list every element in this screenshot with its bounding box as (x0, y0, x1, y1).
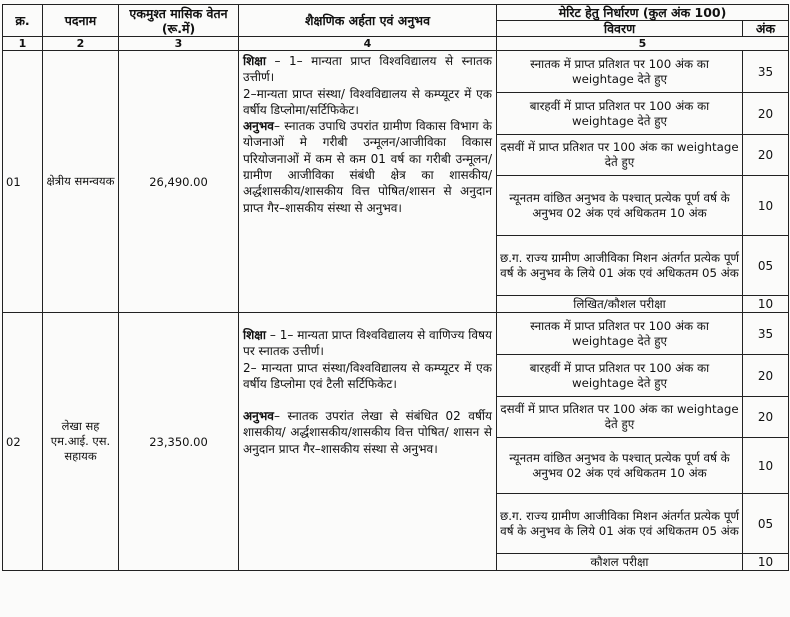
education-text: – 1– मान्यता प्राप्त विश्वविद्यालय से स्नातक उत्तीर्ण। (243, 54, 492, 85)
criterion-marks: 05 (743, 494, 789, 554)
column-number: 5 (497, 37, 789, 51)
column-number: 1 (3, 37, 43, 51)
header-salary: एकमुश्त मासिक वेतन (रू.में) (119, 5, 239, 37)
criterion-text: न्यूनतम वांछित अनुभव के पश्चात् प्रत्येक पूर्ण वर्ष के अनुभव 02 अंक एवं अधिकतम 10 अंक (497, 176, 743, 236)
experience-label: अनुभव (243, 119, 274, 134)
header-sno: क्र. (3, 5, 43, 37)
row-salary: 23,350.00 (119, 313, 239, 571)
header-qualification: शैक्षणिक अर्हता एवं अनुभव (239, 5, 497, 37)
education-text-2: 2–मान्यता प्राप्त संस्था/ विश्वविद्यालय से कम्प्यूटर में एक वर्षीय डिप्लोमा/सर्टिफिकेट। (243, 86, 492, 117)
criterion-text: दसवीं में प्राप्त प्रतिशत पर 100 अंक का weightage देते हुए (497, 397, 743, 438)
row-post-name: क्षेत्रीय समन्वयक (43, 51, 119, 313)
education-text: – 1– मान्यता प्राप्त विश्वविद्यालय से वाणिज्य विषय पर स्नातक उत्तीर्ण। (243, 328, 492, 359)
criterion-text: बारहवीं में प्राप्त प्रतिशत पर 100 अंक का weightage देते हुए (497, 355, 743, 397)
experience-text: – स्नातक उपाधि उपरांत ग्रामीण विकास विभाग के योजनाओं मे गरीबी उन्मूलन/आजीविका विकास परियोजनाओं में कम से कम 01 वर्ष का गरीबी उन्मूलन/ग्रामीण आजीविका संबंधी क्षेत्र का शासकीय/ अर्द्धशासकीय/शासकीय वित्त पोषित/शासन से अनुदान प्राप्त गैर–शासकीय संस्था से अनुभव। (243, 119, 492, 215)
criterion-marks: 10 (743, 296, 789, 313)
row-qualification (239, 313, 497, 571)
criterion-text: कौशल परीक्षा (497, 554, 743, 571)
criterion-marks: 05 (743, 236, 789, 296)
row-qualification (239, 51, 497, 313)
criterion-text: बारहवीं में प्राप्त प्रतिशत पर 100 अंक का weightage देते हुए (497, 93, 743, 135)
column-number-row (3, 37, 789, 51)
criterion-text: छ.ग. राज्य ग्रामीण आजीविका मिशन अंतर्गत प्रत्येक पूर्ण वर्ष के अनुभव के लिये 01 अंक एवं अधिकतम 05 अंक (497, 236, 743, 296)
criterion-text: दसवीं में प्राप्त प्रतिशत पर 100 अंक का weightage देते हुए (497, 135, 743, 176)
column-number: 3 (119, 37, 239, 51)
row-post-name: लेखा सह एम.आई. एस. सहायक (43, 313, 119, 571)
row-serial: 01 (3, 51, 43, 313)
criterion-marks: 10 (743, 554, 789, 571)
criterion-text: छ.ग. राज्य ग्रामीण आजीविका मिशन अंतर्गत प्रत्येक पूर्ण वर्ष के अनुभव के लिये 01 अंक एवं अधिकतम 05 अंक (497, 494, 743, 554)
table-row (3, 51, 789, 93)
column-number: 2 (43, 37, 119, 51)
row-salary: 26,490.00 (119, 51, 239, 313)
header-post: पदनाम (43, 5, 119, 37)
experience-label: अनुभव (243, 409, 274, 424)
recruitment-table (2, 4, 789, 571)
criterion-marks: 20 (743, 397, 789, 438)
header-merit: मेरिट हेतु निर्धारण (कुल अंक 100) (497, 5, 789, 21)
education-label: शिक्षा (243, 328, 266, 342)
experience-text: – स्नातक उपरांत लेखा से संबंधित 02 वर्षीय शासकीय/ अर्द्धशासकीय/शासकीय वित्त पोषित/ शासन से अनुदान प्राप्त गैर–शासकीय संस्था से अनुभव। (243, 409, 492, 456)
criterion-marks: 10 (743, 438, 789, 494)
criterion-marks: 20 (743, 93, 789, 135)
row-serial: 02 (3, 313, 43, 571)
education-label: शिक्षा (243, 54, 266, 68)
criterion-text: न्यूनतम वांछित अनुभव के पश्चात् प्रत्येक पूर्ण वर्ष के अनुभव 02 अंक एवं अधिकतम 10 अंक (497, 438, 743, 494)
criterion-marks: 35 (743, 51, 789, 93)
header-details: विवरण (497, 21, 743, 37)
education-text-2: 2– मान्यता प्राप्त संस्था/विश्वविद्यालय से कम्प्यूटर में एक वर्षीय डिप्लोमा एवं टैली सर्टिफिकेट। (243, 360, 492, 391)
criterion-marks: 20 (743, 355, 789, 397)
table-row (3, 313, 789, 355)
criterion-text: स्नातक में प्राप्त प्रतिशत पर 100 अंक का weightage देते हुए (497, 313, 743, 355)
column-number: 4 (239, 37, 497, 51)
criterion-marks: 10 (743, 176, 789, 236)
criterion-text: स्नातक में प्राप्त प्रतिशत पर 100 अंक का weightage देते हुए (497, 51, 743, 93)
criterion-text: लिखित/कौशल परीक्षा (497, 296, 743, 313)
criterion-marks: 35 (743, 313, 789, 355)
header-marks: अंक (743, 21, 789, 37)
criterion-marks: 20 (743, 135, 789, 176)
